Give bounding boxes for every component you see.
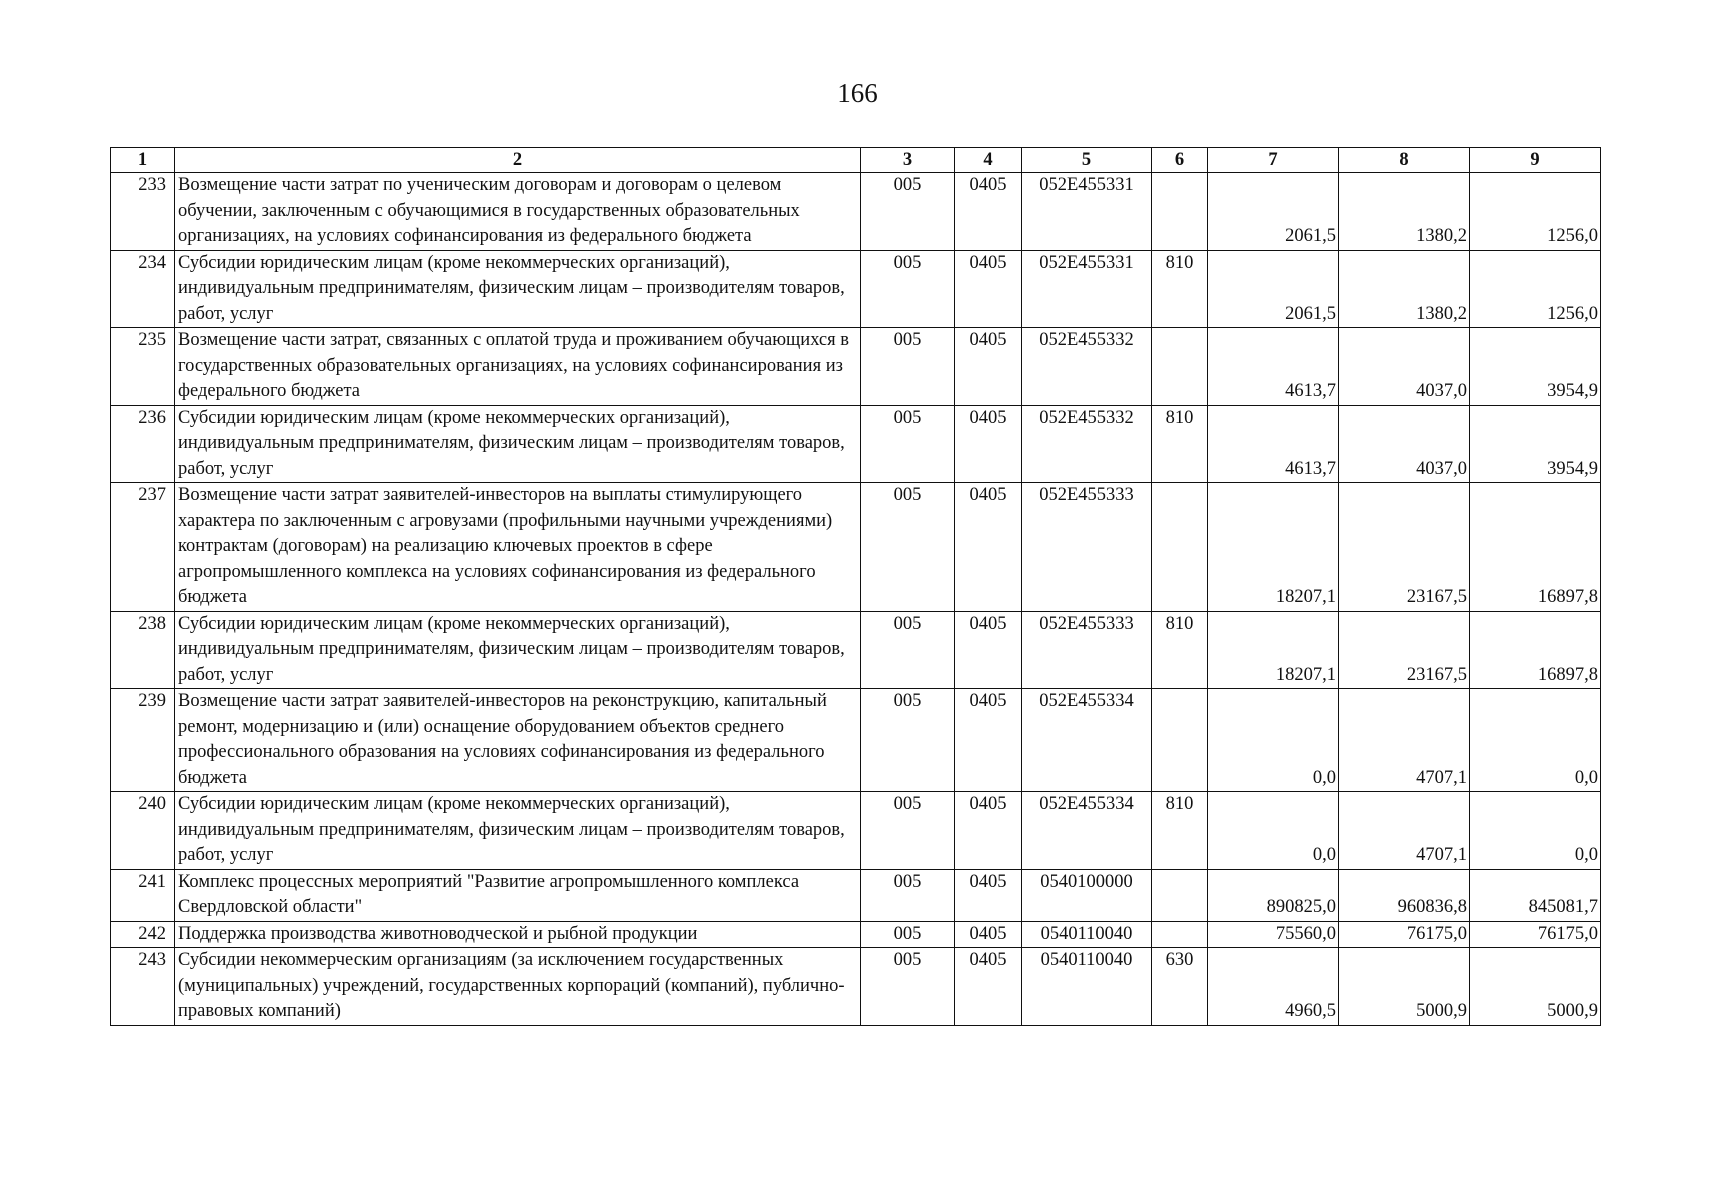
row-value-8: 4707,1 [1339,792,1470,870]
row-value-9: 0,0 [1470,689,1601,792]
header-col-9: 9 [1470,148,1601,173]
table-header [111,148,1601,173]
row-number: 241 [111,869,175,921]
table-body [111,173,1601,1026]
row-code-5: 052E455332 [1022,405,1152,483]
row-number: 233 [111,173,175,251]
row-value-8: 4707,1 [1339,689,1470,792]
row-description: Комплекс процессных мероприятий "Развитие агропромышленного комплекса Свердловской области" [175,869,861,921]
row-number: 237 [111,483,175,612]
row-code-3: 005 [861,173,955,251]
row-code-5: 0540110040 [1022,948,1152,1026]
row-code-5: 0540110040 [1022,921,1152,948]
row-value-7: 4613,7 [1208,405,1339,483]
row-code-4: 0405 [955,792,1022,870]
row-number: 238 [111,611,175,689]
table-row [111,405,1601,483]
row-number: 234 [111,250,175,328]
row-code-5: 052E455334 [1022,689,1152,792]
row-code-3: 005 [861,689,955,792]
row-value-8: 23167,5 [1339,483,1470,612]
row-value-9: 16897,8 [1470,611,1601,689]
table-row [111,483,1601,612]
row-code-5: 052E455333 [1022,483,1152,612]
row-code-6 [1152,921,1208,948]
header-col-3: 3 [861,148,955,173]
row-description: Субсидии некоммерческим организациям (за исключением государственных (муниципальных) учреждений, государственных корпораций (компаний), публично-правовых компаний) [175,948,861,1026]
row-value-9: 5000,9 [1470,948,1601,1026]
header-col-8: 8 [1339,148,1470,173]
row-code-6 [1152,869,1208,921]
row-value-9: 76175,0 [1470,921,1601,948]
row-code-4: 0405 [955,250,1022,328]
row-value-7: 0,0 [1208,689,1339,792]
row-value-7: 75560,0 [1208,921,1339,948]
table-row [111,869,1601,921]
row-description: Возмещение части затрат заявителей-инвесторов на выплаты стимулирующего характера по заключенным с агровузами (профильными научными учреждениями) контрактам (договорам) на реализацию ключевых проектов в сфере агропромышленного комплекса на условиях софинансирования из федерального бюджета [175,483,861,612]
table-row [111,250,1601,328]
row-value-7: 2061,5 [1208,173,1339,251]
table-row [111,921,1601,948]
row-value-8: 960836,8 [1339,869,1470,921]
row-code-4: 0405 [955,483,1022,612]
row-code-3: 005 [861,869,955,921]
row-code-4: 0405 [955,173,1022,251]
row-code-6 [1152,689,1208,792]
row-value-7: 18207,1 [1208,611,1339,689]
row-code-3: 005 [861,611,955,689]
row-code-6: 630 [1152,948,1208,1026]
row-value-7: 4960,5 [1208,948,1339,1026]
row-value-8: 1380,2 [1339,173,1470,251]
row-code-3: 005 [861,792,955,870]
row-value-8: 4037,0 [1339,405,1470,483]
row-code-5: 052E455331 [1022,173,1152,251]
row-value-8: 5000,9 [1339,948,1470,1026]
row-code-4: 0405 [955,611,1022,689]
row-code-6 [1152,483,1208,612]
row-value-7: 0,0 [1208,792,1339,870]
row-code-6: 810 [1152,250,1208,328]
row-code-4: 0405 [955,328,1022,406]
row-code-5: 052E455332 [1022,328,1152,406]
row-description: Поддержка производства животноводческой и рыбной продукции [175,921,861,948]
row-value-9: 16897,8 [1470,483,1601,612]
row-code-4: 0405 [955,689,1022,792]
table-row [111,948,1601,1026]
row-value-7: 890825,0 [1208,869,1339,921]
row-code-4: 0405 [955,921,1022,948]
table-row [111,792,1601,870]
table-row [111,173,1601,251]
row-value-9: 1256,0 [1470,173,1601,251]
budget-table [110,147,1601,1026]
row-value-8: 4037,0 [1339,328,1470,406]
header-col-4: 4 [955,148,1022,173]
row-value-9: 0,0 [1470,792,1601,870]
row-number: 239 [111,689,175,792]
row-value-7: 18207,1 [1208,483,1339,612]
row-value-8: 1380,2 [1339,250,1470,328]
row-value-7: 4613,7 [1208,328,1339,406]
row-description: Возмещение части затрат заявителей-инвесторов на реконструкцию, капитальный ремонт, модернизацию и (или) оснащение оборудованием объектов среднего профессионального образования на условиях софинансирования из федерального бюджета [175,689,861,792]
row-value-9: 845081,7 [1470,869,1601,921]
row-code-4: 0405 [955,869,1022,921]
row-value-9: 3954,9 [1470,328,1601,406]
header-row [111,148,1601,173]
row-code-6: 810 [1152,611,1208,689]
row-value-8: 23167,5 [1339,611,1470,689]
row-number: 240 [111,792,175,870]
row-description: Субсидии юридическим лицам (кроме некоммерческих организаций), индивидуальным предпринимателям, физическим лицам – производителям товаров, работ, услуг [175,405,861,483]
table-row [111,611,1601,689]
row-value-9: 1256,0 [1470,250,1601,328]
row-value-9: 3954,9 [1470,405,1601,483]
row-code-3: 005 [861,328,955,406]
row-number: 243 [111,948,175,1026]
row-description: Субсидии юридическим лицам (кроме некоммерческих организаций), индивидуальным предпринимателям, физическим лицам – производителям товаров, работ, услуг [175,611,861,689]
row-number: 235 [111,328,175,406]
row-description: Возмещение части затрат по ученическим договорам и договорам о целевом обучении, заключенным с обучающимися в государственных образовательных организациях, на условиях софинансирования из федерального бюджета [175,173,861,251]
header-col-6: 6 [1152,148,1208,173]
row-code-3: 005 [861,405,955,483]
row-code-4: 0405 [955,405,1022,483]
row-number: 236 [111,405,175,483]
row-code-6: 810 [1152,792,1208,870]
header-col-2: 2 [175,148,861,173]
header-col-1: 1 [111,148,175,173]
table-row [111,328,1601,406]
table-row [111,689,1601,792]
row-code-3: 005 [861,921,955,948]
row-code-6 [1152,328,1208,406]
row-description: Субсидии юридическим лицам (кроме некоммерческих организаций), индивидуальным предпринимателям, физическим лицам – производителям товаров, работ, услуг [175,792,861,870]
row-code-5: 052E455331 [1022,250,1152,328]
page-number: 166 [837,78,878,108]
row-number: 242 [111,921,175,948]
row-code-6 [1152,173,1208,251]
row-code-3: 005 [861,483,955,612]
row-code-5: 052E455334 [1022,792,1152,870]
row-code-6: 810 [1152,405,1208,483]
row-code-5: 0540100000 [1022,869,1152,921]
row-code-3: 005 [861,250,955,328]
row-code-5: 052E455333 [1022,611,1152,689]
row-value-8: 76175,0 [1339,921,1470,948]
row-description: Субсидии юридическим лицам (кроме некоммерческих организаций), индивидуальным предпринимателям, физическим лицам – производителям товаров, работ, услуг [175,250,861,328]
row-code-3: 005 [861,948,955,1026]
row-description: Возмещение части затрат, связанных с оплатой труда и проживанием обучающихся в государственных образовательных организациях, на условиях софинансирования из федерального бюджета [175,328,861,406]
row-value-7: 2061,5 [1208,250,1339,328]
row-code-4: 0405 [955,948,1022,1026]
header-col-7: 7 [1208,148,1339,173]
header-col-5: 5 [1022,148,1152,173]
